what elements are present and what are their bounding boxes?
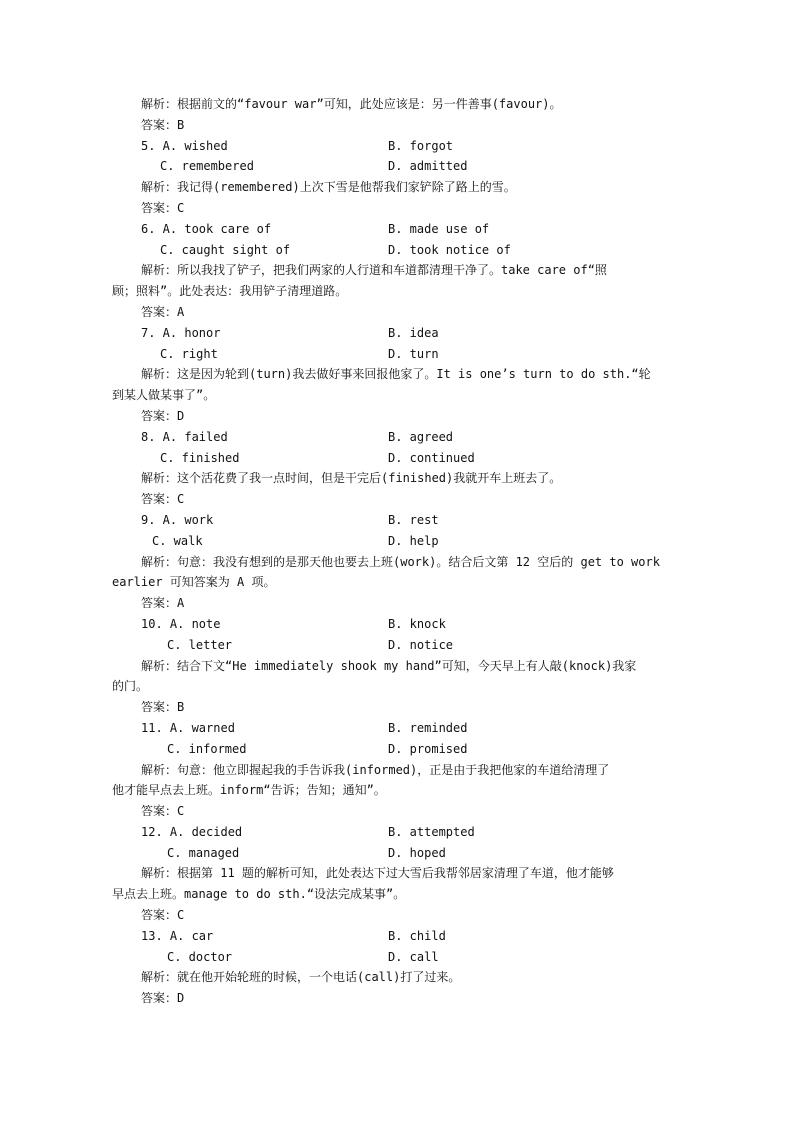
option-b: B. forgot	[388, 138, 454, 153]
option-c: C. letter	[167, 637, 233, 652]
option-b: B. agreed	[388, 429, 454, 444]
analysis-line: 解析：结合下文“He immediately shook my hand”可知，今天早上有人敲(knock)我家	[141, 658, 637, 673]
option-d: D. help	[388, 533, 439, 548]
analysis-line: 解析：根据前文的“favour war”可知，此处应该是：另一件善事(favour)。	[141, 97, 562, 111]
options-row	[112, 156, 682, 177]
option-d: D. continued	[388, 450, 475, 465]
option-a: 8. A. failed	[141, 429, 228, 444]
analysis-block	[112, 760, 682, 802]
option-d: D. admitted	[388, 159, 468, 174]
question-options	[112, 926, 682, 968]
option-c: C. right	[160, 346, 218, 361]
analysis-line: 解析：句意：我没有想到的是那天他也要去上班(work)。结合后文第 12 空后的 get to work	[141, 554, 660, 569]
options-row	[112, 344, 682, 365]
analysis-block	[112, 260, 682, 302]
answer-line: 答案：C	[141, 908, 185, 923]
option-b: B. rest	[388, 512, 439, 527]
options-row	[112, 843, 682, 864]
analysis-line-continued: 的门。	[112, 679, 149, 694]
analysis-block	[112, 863, 682, 905]
option-d: D. hoped	[388, 845, 446, 860]
analysis-line-continued: 他才能早点去上班。inform“告诉；告知；通知”。	[112, 783, 386, 798]
analysis-line: 解析：所以我找了铲子，把我们两家的人行道和车道都清理干净了。take care of“照	[141, 263, 607, 278]
option-d: D. notice	[388, 637, 454, 652]
option-a: 9. A. work	[141, 512, 214, 527]
answer-line: 答案：B	[141, 117, 185, 132]
option-c: C. caught sight of	[160, 242, 291, 257]
answer-line: 答案：D	[141, 991, 185, 1006]
answer-line: 答案：C	[141, 200, 185, 215]
analysis-line: 解析：就在他开始轮班的时候，一个电话(call)打了过来。	[141, 970, 461, 985]
option-b: B. reminded	[388, 720, 468, 735]
option-a: 10. A. note	[141, 616, 221, 631]
question-options	[112, 323, 682, 365]
options-row	[112, 947, 682, 968]
option-c: C. doctor	[167, 949, 233, 964]
analysis-block	[112, 656, 682, 698]
question-options	[112, 614, 682, 656]
options-row	[112, 240, 682, 261]
answer-line: 答案：A	[141, 596, 185, 611]
option-d: D. took notice of	[388, 242, 511, 257]
option-c: C. walk	[152, 533, 203, 548]
analysis-block	[112, 552, 682, 594]
option-c: C. finished	[160, 450, 240, 465]
analysis-line-continued: 顾；照料”。此处表达：我用铲子清理道路。	[112, 284, 348, 299]
question-options	[112, 718, 682, 760]
option-d: D. call	[388, 949, 439, 964]
question-options	[112, 136, 682, 178]
options-row	[112, 635, 682, 656]
options-row	[112, 822, 682, 843]
option-a: 11. A. warned	[141, 720, 235, 735]
analysis-line-continued: 早点去上班。manage to do sth.“设法完成某事”。	[112, 887, 406, 902]
option-a: 13. A. car	[141, 928, 214, 943]
option-b: B. attempted	[388, 824, 475, 839]
options-row	[112, 219, 682, 240]
analysis-line-continued: earlier 可知答案为 A 项。	[112, 575, 276, 590]
option-d: D. promised	[388, 741, 468, 756]
answer-line: 答案：D	[141, 408, 185, 423]
option-a: 6. A. took care of	[141, 221, 272, 236]
analysis-line-continued: 到某人做某事了”。	[112, 388, 216, 403]
options-row	[112, 427, 682, 448]
options-row	[112, 323, 682, 344]
question-options	[112, 427, 682, 469]
option-a: 12. A. decided	[141, 824, 243, 839]
option-c: C. managed	[167, 845, 240, 860]
option-d: D. turn	[388, 346, 439, 361]
options-row	[112, 510, 682, 531]
analysis-block	[112, 364, 682, 406]
answer-line: 答案：B	[141, 700, 185, 715]
document-body	[112, 94, 682, 1009]
options-row	[112, 739, 682, 760]
question-options	[112, 822, 682, 864]
options-row	[112, 136, 682, 157]
analysis-line: 解析：句意：他立即握起我的手告诉我(informed)，正是由于我把他家的车道给清理了	[141, 762, 610, 777]
options-row	[112, 614, 682, 635]
option-b: B. knock	[388, 616, 446, 631]
option-b: B. idea	[388, 325, 439, 340]
question-options	[112, 510, 682, 552]
question-options	[112, 219, 682, 261]
analysis-line: 解析：这个活花费了我一点时间，但是干完后(finished)我就开车上班去了。	[141, 471, 562, 486]
option-c: C. informed	[167, 741, 247, 756]
options-row	[112, 718, 682, 739]
answer-line: 答案：C	[141, 804, 185, 819]
analysis-line: 解析：这是因为轮到(turn)我去做好事来回报他家了。It is one’s turn to do sth.“轮	[141, 367, 651, 382]
analysis-line: 解析：我记得(remembered)上次下雪是他帮我们家铲除了路上的雪。	[141, 180, 516, 195]
answer-line: 答案：A	[141, 304, 185, 319]
option-a: 7. A. honor	[141, 325, 221, 340]
answer-line: 答案：C	[141, 492, 185, 507]
option-b: B. made use of	[388, 221, 490, 236]
option-c: C. remembered	[160, 159, 254, 174]
option-a: 5. A. wished	[141, 138, 228, 153]
options-row	[112, 448, 682, 469]
analysis-line: 解析：根据第 11 题的解析可知，此处表达下过大雪后我帮邻居家清理了车道，他才能够	[141, 866, 614, 881]
option-b: B. child	[388, 928, 446, 943]
options-row	[112, 926, 682, 947]
options-row	[112, 531, 682, 552]
